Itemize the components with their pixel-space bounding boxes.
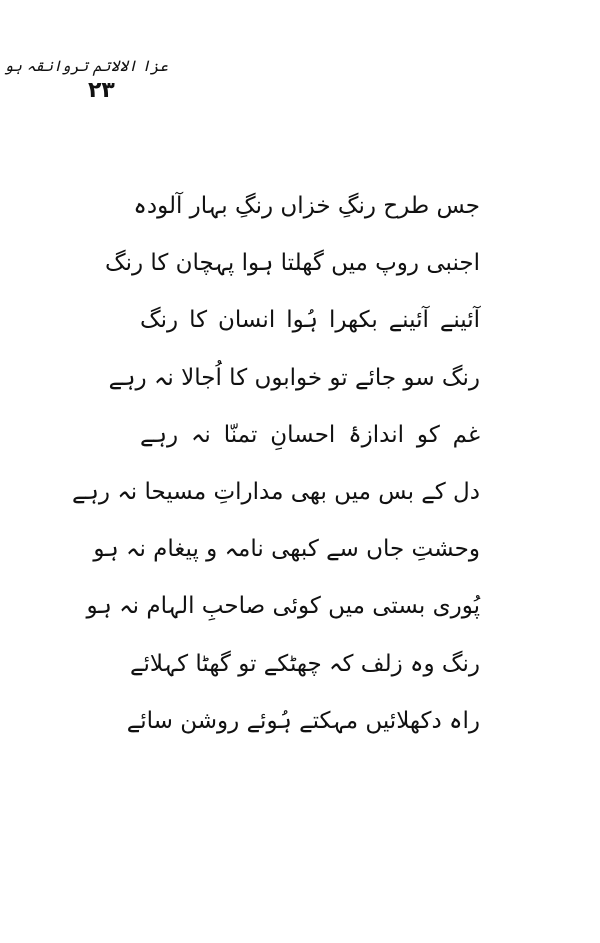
poem-line: پُوری بستی میں کوئی صاحبِ الہام نہ ہو [86, 593, 480, 620]
poem-line: رنگ سو جائے تو خوابوں کا اُجالا نہ رہے [108, 364, 480, 391]
poem-line: آئینے آئینے بکھرا ہُوا انسان کا رنگ [140, 307, 480, 334]
page-number: ۲۳ [88, 78, 115, 103]
poem-line: دل کے بس میں بھی مداراتِ مسیحا نہ رہے [71, 478, 480, 505]
poem-line: وحشتِ جاں سے کبھی نامہ و پیغام نہ ہو [93, 536, 480, 563]
poem-line: غم کو اندازۂ احسانِ تمنّا نہ رہے [140, 421, 480, 448]
poem-line: اجنبی روپ میں گھلتا ہوا پہچان کا رنگ [104, 250, 480, 277]
poem-line: جس طرح رنگِ خزاں رنگِ بہار آلودہ [133, 193, 480, 219]
poem-line: راہ دکھلائیں مہکتے ہُوئے روشن سائے [126, 707, 480, 734]
poem [71, 178, 480, 750]
page-header [4, 56, 168, 104]
poem-line: رنگ وہ زلف کہ چھٹکے تو گھٹا کہلائے [130, 650, 480, 677]
running-title: عزا الالاتم تروانقہ ہو [4, 57, 168, 75]
